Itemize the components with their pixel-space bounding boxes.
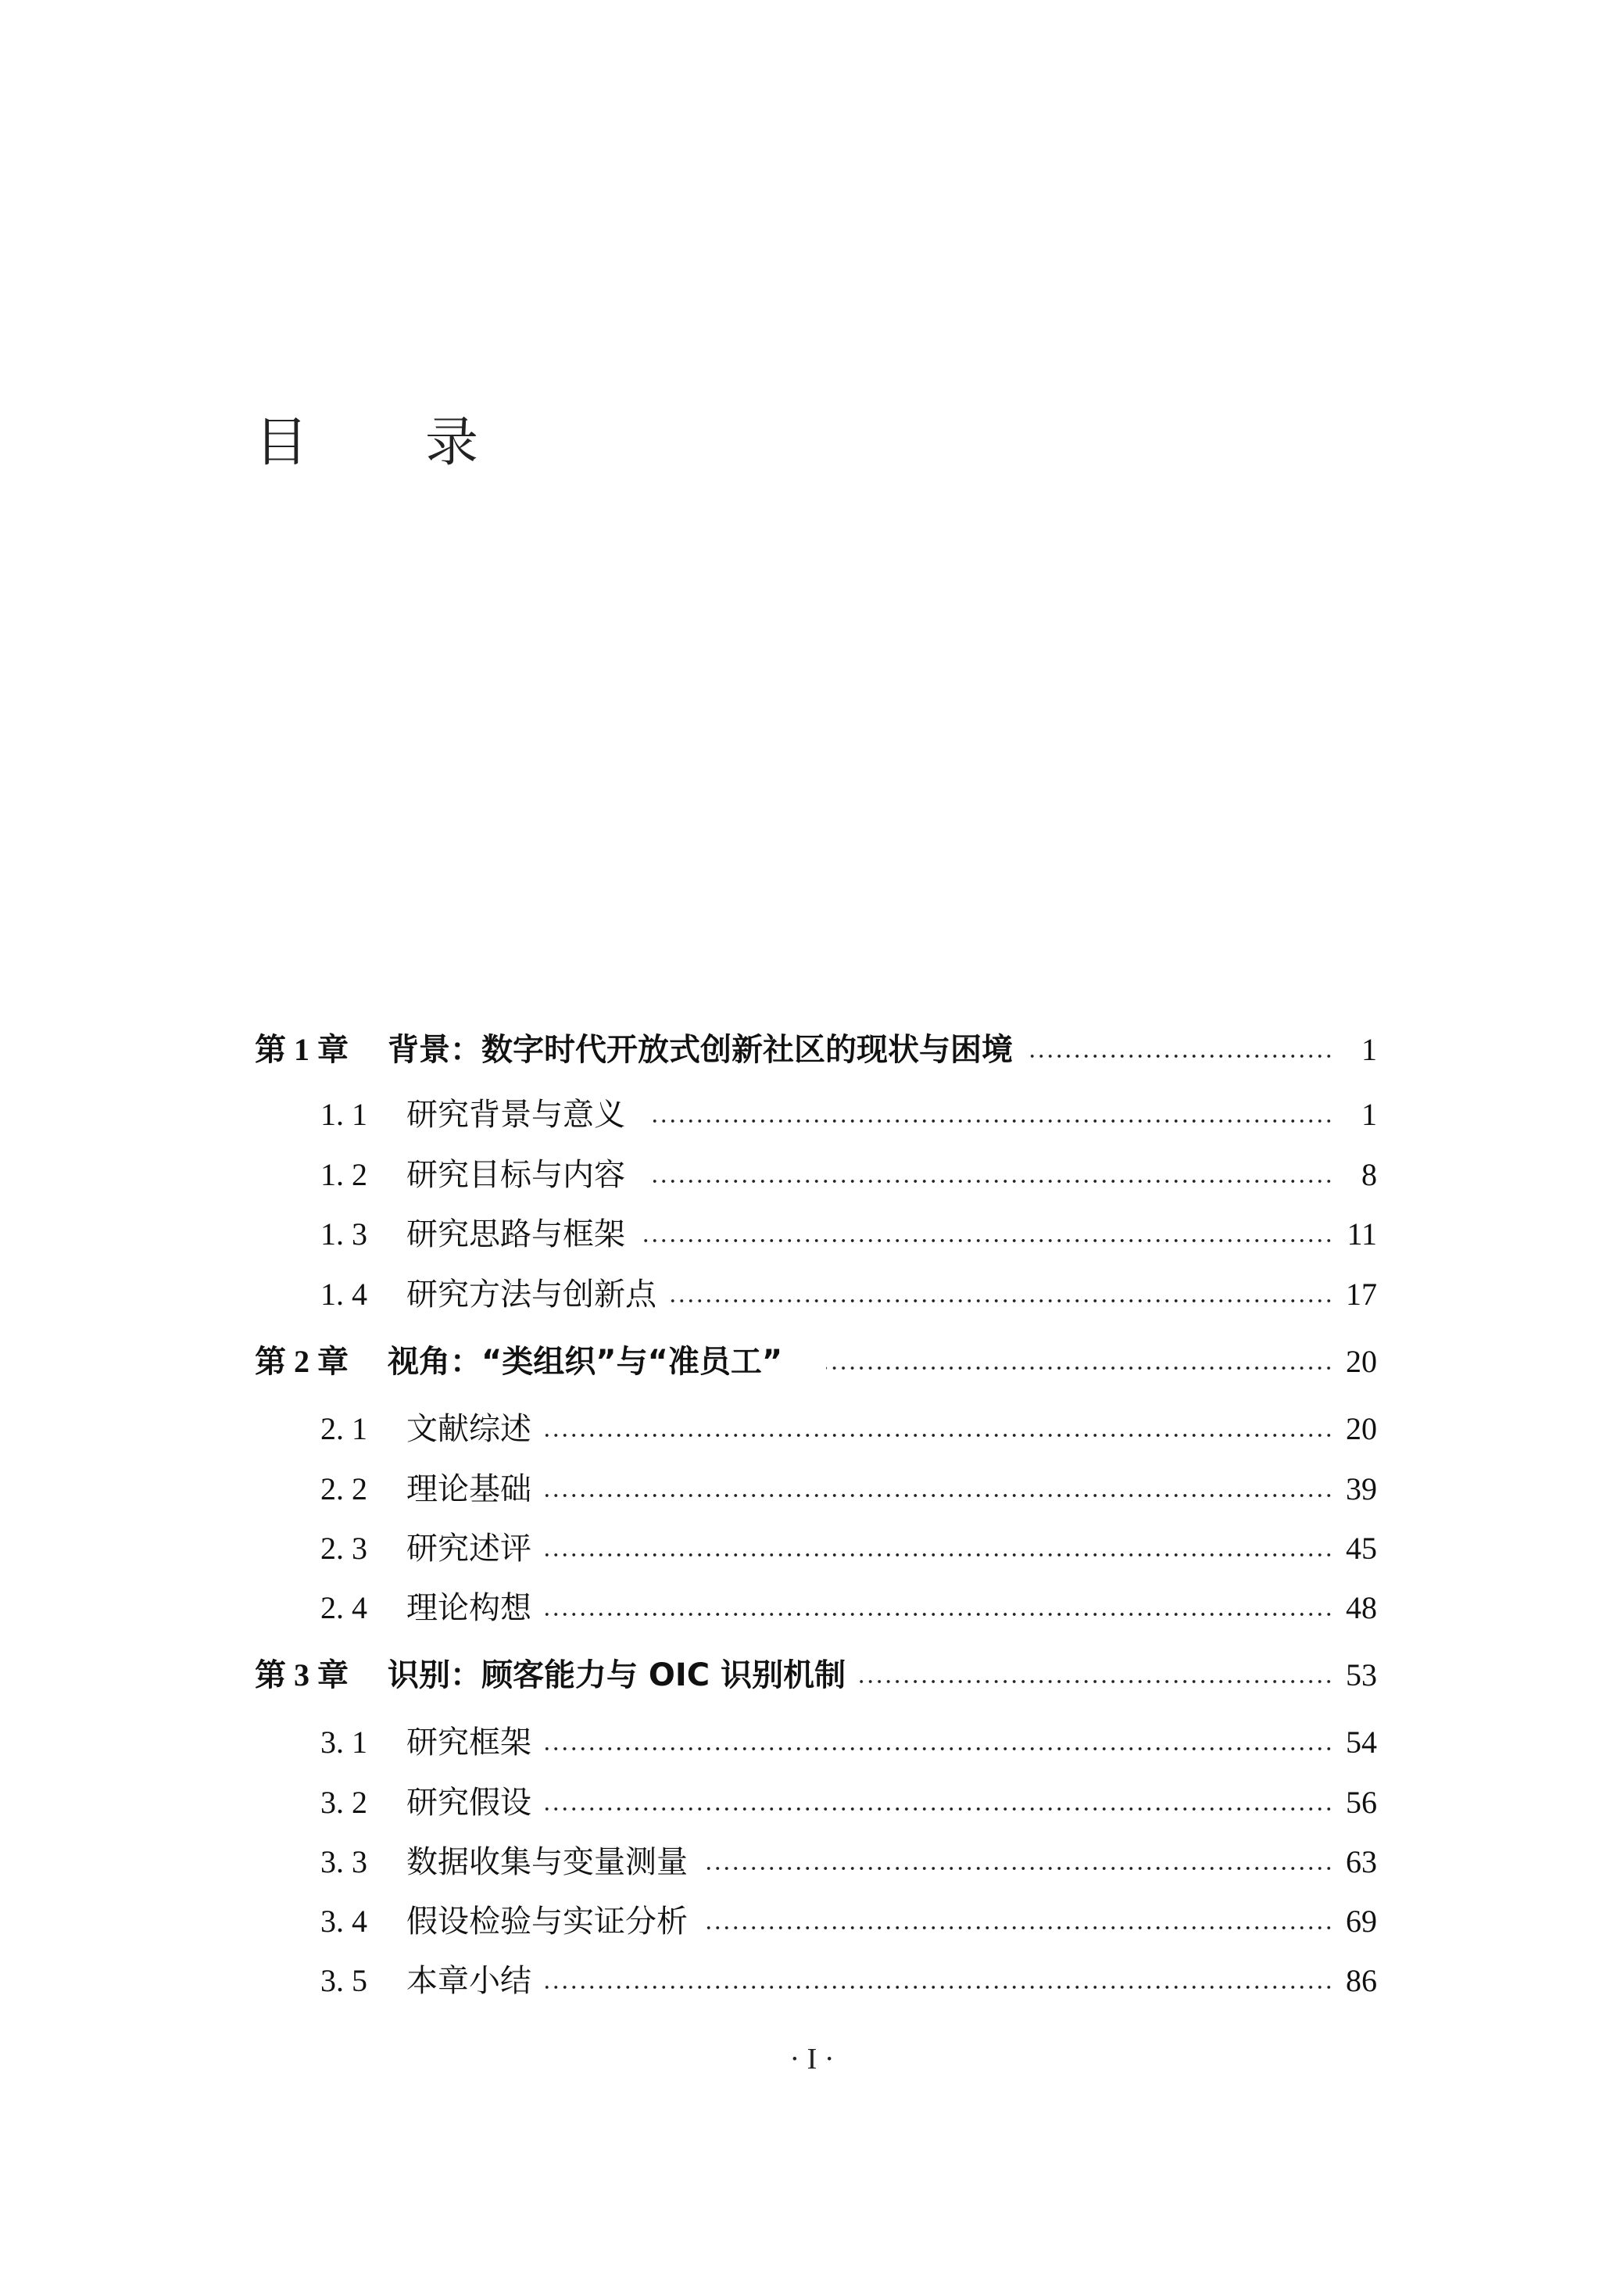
toc-title: 研究背景与意义 [406, 1097, 625, 1133]
toc-page-number: 8 [1361, 1157, 1377, 1192]
toc-section-1-3[interactable] [255, 1212, 1377, 1257]
toc-number: 1. 2 [320, 1157, 367, 1192]
toc-page-number: 17 [1346, 1277, 1377, 1312]
dot-leader [546, 1746, 1333, 1751]
toc-page-number: 20 [1346, 1344, 1377, 1379]
dot-leader [860, 1679, 1333, 1684]
dot-leader [652, 1119, 1333, 1123]
dot-leader [546, 1553, 1333, 1557]
toc-number: 1. 3 [320, 1216, 367, 1252]
toc-chapter-2[interactable] [255, 1339, 1377, 1384]
toc-page-number: 48 [1346, 1590, 1377, 1625]
dot-leader [652, 1179, 1333, 1184]
toc-section-3-5[interactable] [255, 1958, 1377, 2004]
dot-leader [826, 1366, 1333, 1370]
toc-number: 1. 4 [320, 1277, 367, 1312]
dot-leader [546, 1807, 1333, 1811]
toc-page-number: 69 [1346, 1904, 1377, 1939]
page-title-char-1: 目 [255, 411, 309, 474]
toc-title: 研究方法与创新点 [406, 1277, 656, 1313]
toc-section-2-1[interactable] [255, 1406, 1377, 1452]
toc-section-3-2[interactable] [255, 1780, 1377, 1825]
toc-page-number: 1 [1361, 1032, 1377, 1067]
toc-section-3-1[interactable] [255, 1720, 1377, 1765]
toc-number: 3. 1 [320, 1725, 367, 1760]
toc-page-number: 53 [1346, 1657, 1377, 1693]
toc-title: 背景：数字时代开放式创新社区的现状与困境 [388, 1032, 1013, 1068]
toc-number: 3. 5 [320, 1963, 367, 1998]
dot-leader [546, 1612, 1333, 1617]
toc-number: 3. 3 [320, 1844, 367, 1879]
dot-leader [702, 1866, 1333, 1871]
toc-page-number: 39 [1346, 1471, 1377, 1506]
toc-title: 数据收集与变量测量 [406, 1844, 688, 1880]
toc-section-1-2[interactable] [255, 1152, 1377, 1198]
toc-page-number: 45 [1346, 1531, 1377, 1566]
toc-number: 3. 4 [320, 1904, 367, 1939]
toc-number: 3. 2 [320, 1785, 367, 1820]
dot-leader [546, 1985, 1333, 1990]
dot-leader [702, 1925, 1333, 1930]
toc-title: 识别：顾客能力与 OIC 识别机制 [388, 1657, 846, 1693]
toc-title: 文献综述 [406, 1411, 531, 1447]
toc-page-number: 20 [1346, 1411, 1377, 1446]
toc-number: 2. 1 [320, 1411, 367, 1446]
toc-page-number: 56 [1346, 1785, 1377, 1820]
page-footer-number: · I · [789, 2043, 835, 2076]
toc-number: 第 1 章 [255, 1032, 349, 1067]
toc-page-number: 63 [1346, 1844, 1377, 1879]
toc-page-number: 86 [1346, 1963, 1377, 1998]
toc-title: 理论基础 [406, 1471, 531, 1507]
toc-page-number: 11 [1347, 1216, 1377, 1252]
dot-leader [546, 1493, 1333, 1498]
toc-section-2-2[interactable] [255, 1467, 1377, 1512]
toc-number: 第 3 章 [255, 1657, 349, 1693]
toc-number: 2. 3 [320, 1531, 367, 1566]
toc-title: 视角：“类组织”与“准员工” [388, 1344, 783, 1380]
toc-title: 研究述评 [406, 1531, 531, 1567]
toc-title: 研究思路与框架 [406, 1216, 625, 1252]
toc-title: 研究框架 [406, 1725, 531, 1761]
toc-number: 2. 4 [320, 1590, 367, 1625]
toc-title: 理论构想 [406, 1590, 531, 1626]
toc-number: 2. 2 [320, 1471, 367, 1506]
toc-number: 1. 1 [320, 1097, 367, 1132]
toc-section-1-1[interactable] [255, 1092, 1377, 1137]
toc-page-number: 1 [1361, 1097, 1377, 1132]
toc-section-3-3[interactable] [255, 1839, 1377, 1885]
toc-title: 研究目标与内容 [406, 1157, 625, 1193]
toc-section-2-4[interactable] [255, 1585, 1377, 1631]
toc-chapter-1[interactable] [255, 1027, 1377, 1073]
page-title-char-2: 录 [425, 411, 479, 474]
toc-title: 本章小结 [406, 1963, 531, 1999]
table-of-contents [255, 0, 1377, 2271]
toc-section-3-4[interactable] [255, 1899, 1377, 1944]
toc-title: 假设检验与实证分析 [406, 1904, 688, 1940]
toc-section-2-3[interactable] [255, 1526, 1377, 1571]
toc-section-1-4[interactable] [255, 1272, 1377, 1317]
toc-title: 研究假设 [406, 1785, 531, 1821]
toc-number: 第 2 章 [255, 1344, 349, 1379]
dot-leader [546, 1433, 1333, 1438]
dot-leader [639, 1238, 1333, 1243]
dot-leader [1027, 1054, 1333, 1058]
toc-page-number: 54 [1346, 1725, 1377, 1760]
toc-chapter-3[interactable] [255, 1653, 1377, 1698]
dot-leader [671, 1298, 1333, 1303]
